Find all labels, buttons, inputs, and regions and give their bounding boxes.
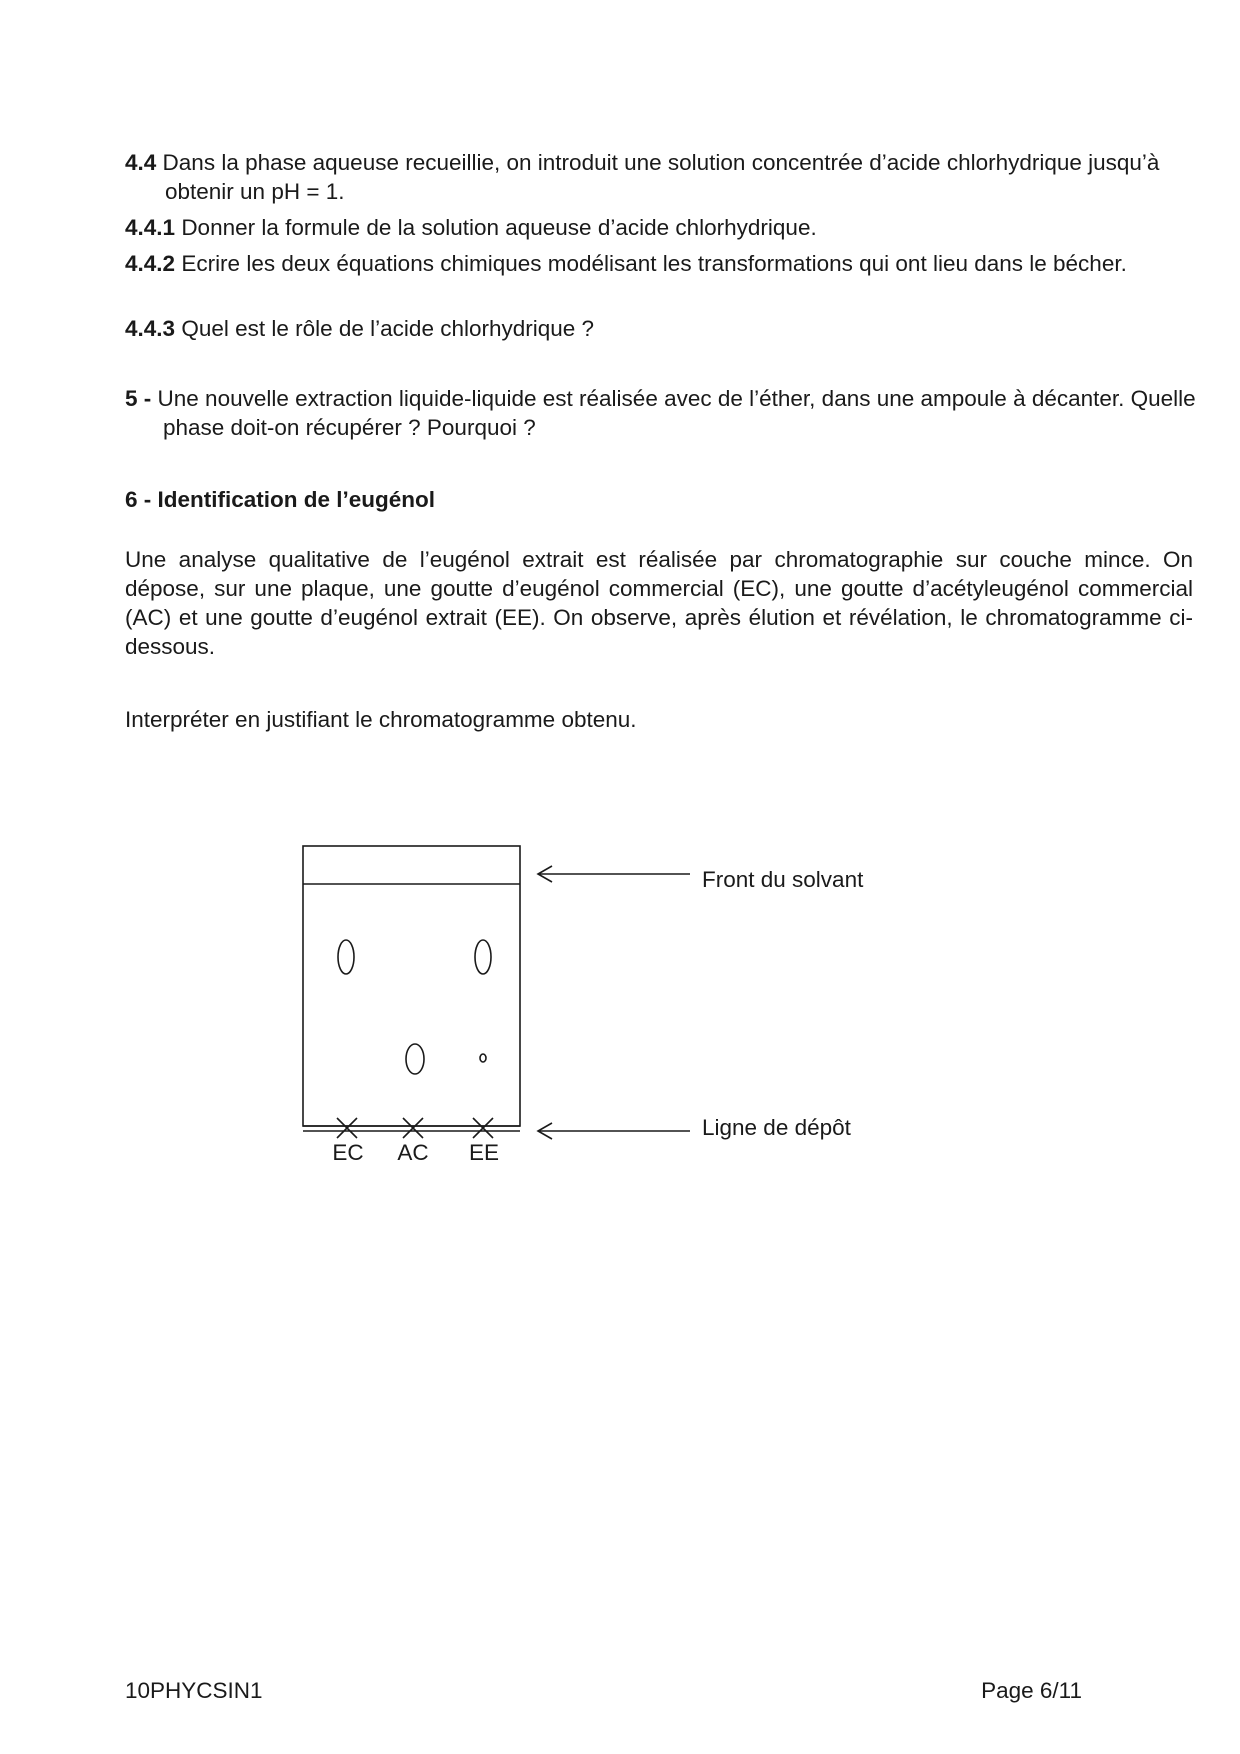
question-number: 4.4 <box>125 150 157 175</box>
arrow-deposit <box>538 1123 690 1139</box>
section-6-instruction: Interpréter en justifiant le chromatogramme obtenu. <box>125 707 637 732</box>
arrow-front <box>538 866 690 882</box>
spot-ac <box>406 1044 424 1074</box>
question-number: 4.4.1 <box>125 215 176 240</box>
solvent-front-label: Front du solvant <box>702 867 864 892</box>
deposit-line-label: Ligne de dépôt <box>702 1115 851 1140</box>
spot-ee-lower <box>480 1054 486 1062</box>
page-number: Page 6/11 <box>981 1678 1082 1703</box>
exam-code: 10PHYCSIN1 <box>125 1678 263 1703</box>
question-text: Dans la phase aqueuse recueillie, on introduit une solution concentrée d’acide chlorhydrique jusqu’à obtenir un pH = 1. <box>162 150 1160 204</box>
question-text: Ecrire les deux équations chimiques modélisant les transformations qui ont lieu dans le bécher. <box>181 251 1127 276</box>
spot-ec <box>338 940 354 974</box>
section-6-heading: 6 - Identification de l’eugénol <box>125 487 436 512</box>
lane-label-ee: EE <box>468 1140 500 1165</box>
deposit-mark-ac <box>403 1118 423 1138</box>
question-number: 4.4.2 <box>125 251 176 276</box>
question-number: 4.4.3 <box>125 316 176 341</box>
deposit-mark-ee <box>473 1118 493 1138</box>
question-text: Quel est le rôle de l’acide chlorhydrique ? <box>181 316 595 341</box>
question-text: Donner la formule de la solution aqueuse d’acide chlorhydrique. <box>181 215 817 240</box>
lane-label-ec: EC <box>332 1140 364 1165</box>
question-text: Une nouvelle extraction liquide-liquide est réalisée avec de l’éther, dans une ampoule à décanter. Quelle phase doit-on récupérer ? Pourquoi ? <box>157 386 1196 440</box>
section-6-paragraph: Une analyse qualitative de l’eugénol extrait est réalisée par chromatographie sur couche mince. On dépose, sur une plaque, une goutte d’eugénol commercial (EC), une goutte d’acétyleugénol commercial (AC) et une goutte d’eugénol extrait (EE). On observe, après élution et révélation, le chromatogramme ci-dessous. <box>125 547 1193 659</box>
lane-label-ac: AC <box>397 1140 429 1165</box>
question-number: 5 - <box>125 386 152 411</box>
deposit-mark-ec <box>337 1118 357 1138</box>
tlc-plate <box>303 846 520 1126</box>
spot-ee-upper <box>475 940 491 974</box>
